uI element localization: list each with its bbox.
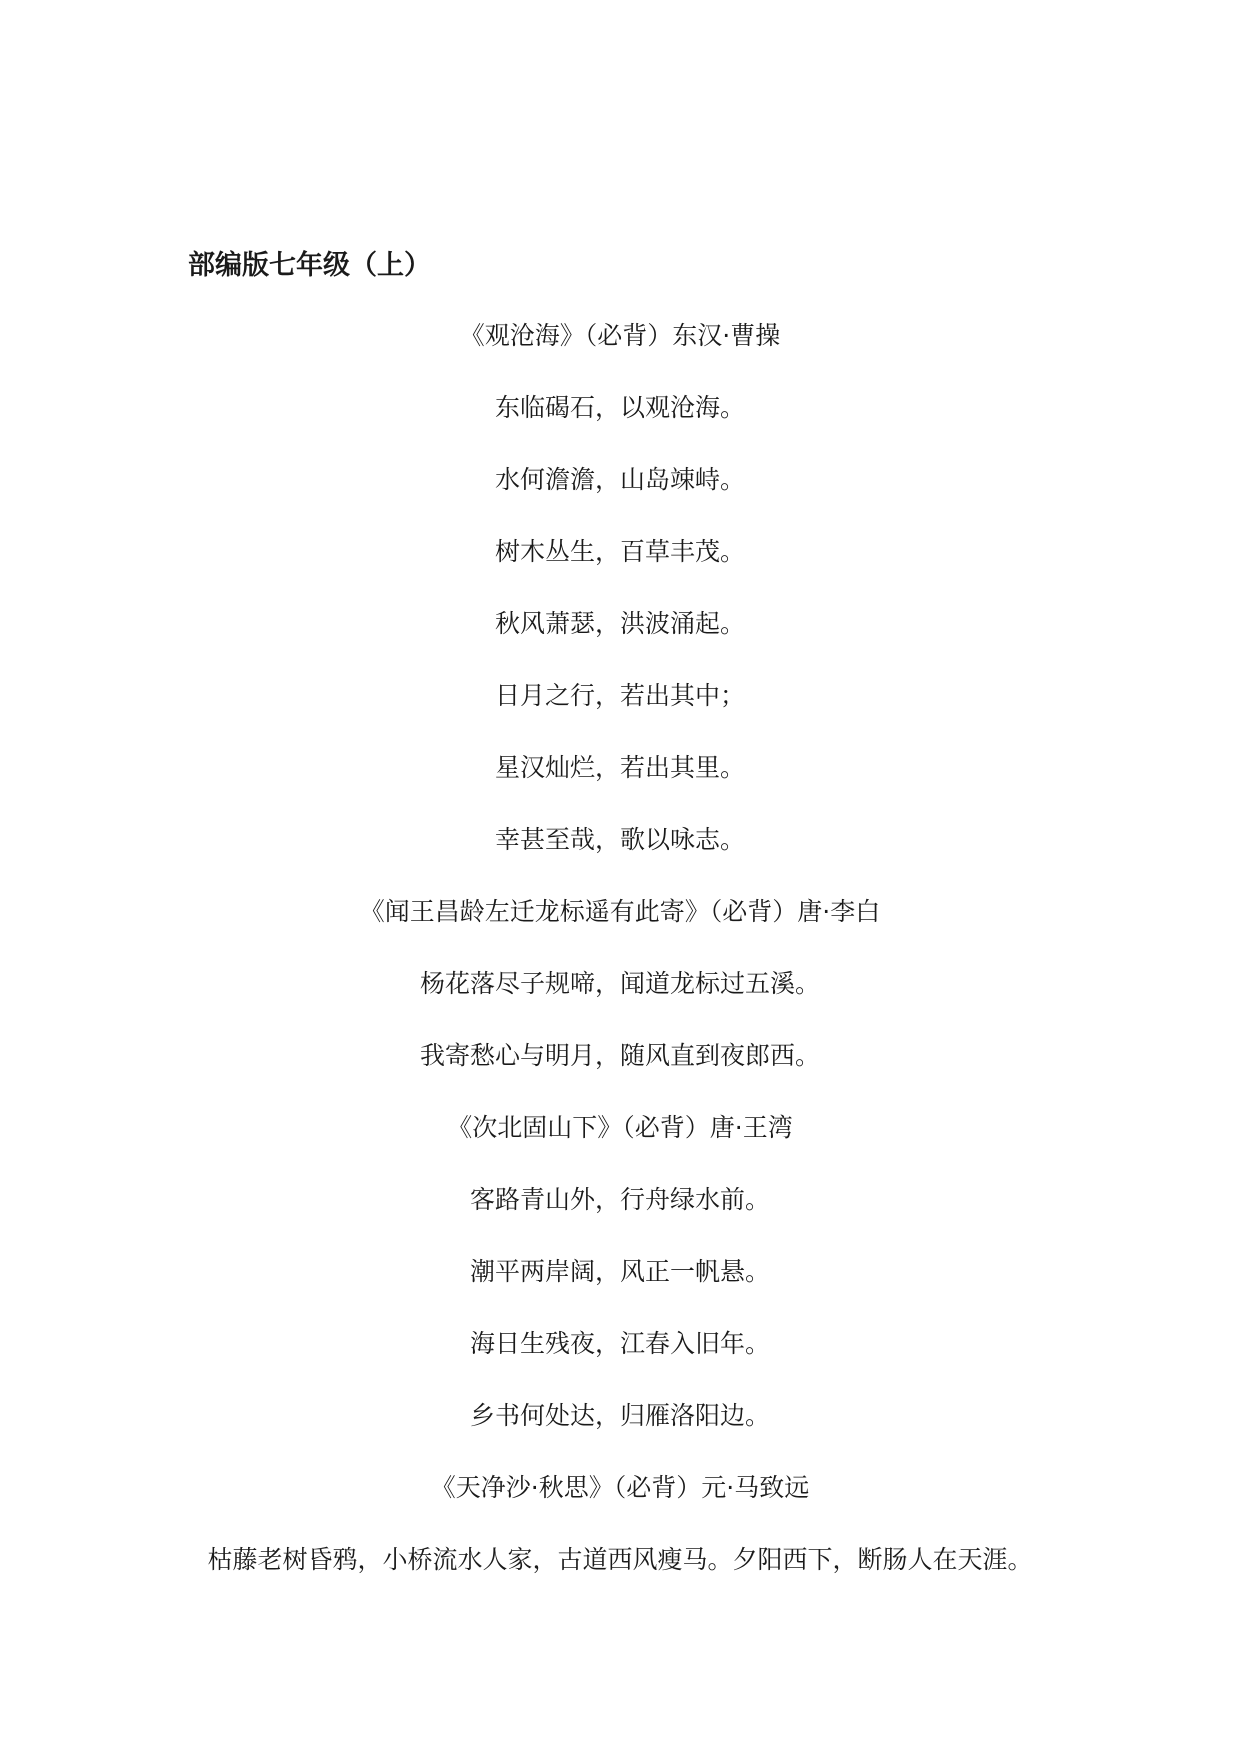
poem-line: 杨花落尽子规啼，闻道龙标过五溪。 [419, 969, 820, 998]
poem-title-ci-bei-gu-shan-xia: 《次北固山下》（必背）唐·王湾 [447, 1113, 793, 1142]
section-heading: 部编版七年级（上） [188, 250, 431, 281]
poem-line: 客路青山外，行舟绿水前。 [469, 1185, 770, 1214]
poem-line: 日月之行，若出其中； [494, 681, 745, 710]
poem-line: 乡书何处达，归雁洛阳边。 [469, 1401, 770, 1430]
poem-line: 水何澹澹，山岛竦峙。 [494, 465, 745, 494]
poem-line: 幸甚至哉，歌以咏志。 [494, 825, 745, 854]
poem-title-guan-cang-hai: 《观沧海》（必背）东汉·曹操 [459, 321, 781, 350]
poem-line: 秋风萧瑟，洪波涌起。 [494, 609, 745, 638]
poem-title-wen-wang-changling: 《闻王昌龄左迁龙标遥有此寄》（必背）唐·李白 [359, 897, 881, 926]
poem-line: 东临碣石，以观沧海。 [494, 393, 745, 422]
poem-line: 星汉灿烂，若出其里。 [494, 753, 745, 782]
poem-line: 我寄愁心与明月，随风直到夜郎西。 [419, 1041, 820, 1070]
poem-line: 海日生残夜，江春入旧年。 [469, 1329, 770, 1358]
poem-line: 树木丛生，百草丰茂。 [494, 537, 745, 566]
poem-line: 枯藤老树昏鸦，小桥流水人家，古道西风瘦马。夕阳西下，断肠人在天涯。 [207, 1545, 1033, 1574]
poem-line: 潮平两岸阔，风正一帆悬。 [469, 1257, 770, 1286]
poem-title-tian-jing-sha: 《天净沙·秋思》（必背）元·马致远 [430, 1473, 810, 1502]
poem-text-block [0, 318, 1240, 1614]
